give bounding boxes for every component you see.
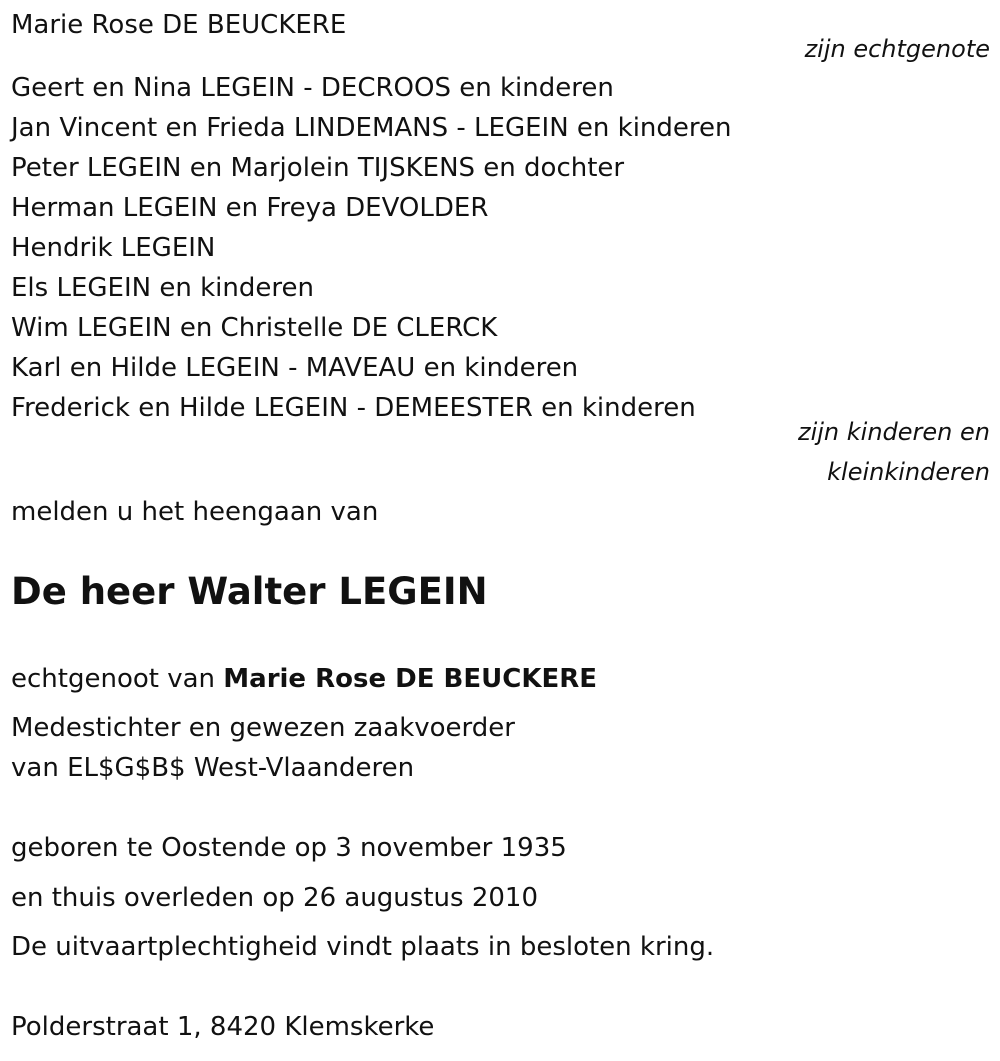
list-item: Peter LEGEIN en Marjolein TIJSKENS en dochter	[11, 153, 625, 183]
spouse-of-line	[11, 663, 597, 695]
birth-info: geboren te Oostende op 3 november 1935	[11, 833, 567, 863]
list-item: Wim LEGEIN en Christelle DE CLERCK	[11, 313, 498, 343]
death-info: en thuis overleden op 26 augustus 2010	[11, 883, 538, 913]
spouse-of-name: Marie Rose DE BEUCKERE	[223, 664, 598, 694]
deceased-name: De heer Walter LEGEIN	[11, 570, 488, 613]
announcement: melden u het heengaan van	[11, 497, 379, 527]
address: Polderstraat 1, 8420 Klemskerke	[11, 1012, 435, 1042]
list-item: Geert en Nina LEGEIN - DECROOS en kinderen	[11, 73, 614, 103]
list-item: Herman LEGEIN en Freya DEVOLDER	[11, 193, 489, 223]
list-item: Jan Vincent en Frieda LINDEMANS - LEGEIN en kinderen	[11, 113, 732, 143]
title-line1: Medestichter en gewezen zaakvoerder	[11, 713, 515, 743]
spouse-name: Marie Rose DE BEUCKERE	[11, 10, 347, 40]
list-item: Karl en Hilde LEGEIN - MAVEAU en kinderen	[11, 353, 579, 383]
children-role-line2: kleinkinderen	[827, 458, 990, 486]
title-line2: van EL$G$B$ West-Vlaanderen	[11, 753, 415, 783]
list-item: Els LEGEIN en kinderen	[11, 273, 314, 303]
funeral-info: De uitvaartplechtigheid vindt plaats in besloten kring.	[11, 932, 715, 962]
list-item: Frederick en Hilde LEGEIN - DEMEESTER en kinderen	[11, 393, 696, 423]
children-role-line1: zijn kinderen en	[798, 418, 990, 446]
list-item: Hendrik LEGEIN	[11, 233, 216, 263]
spouse-role: zijn echtgenote	[804, 35, 990, 63]
spouse-of-prefix: echtgenoot van	[11, 664, 216, 694]
